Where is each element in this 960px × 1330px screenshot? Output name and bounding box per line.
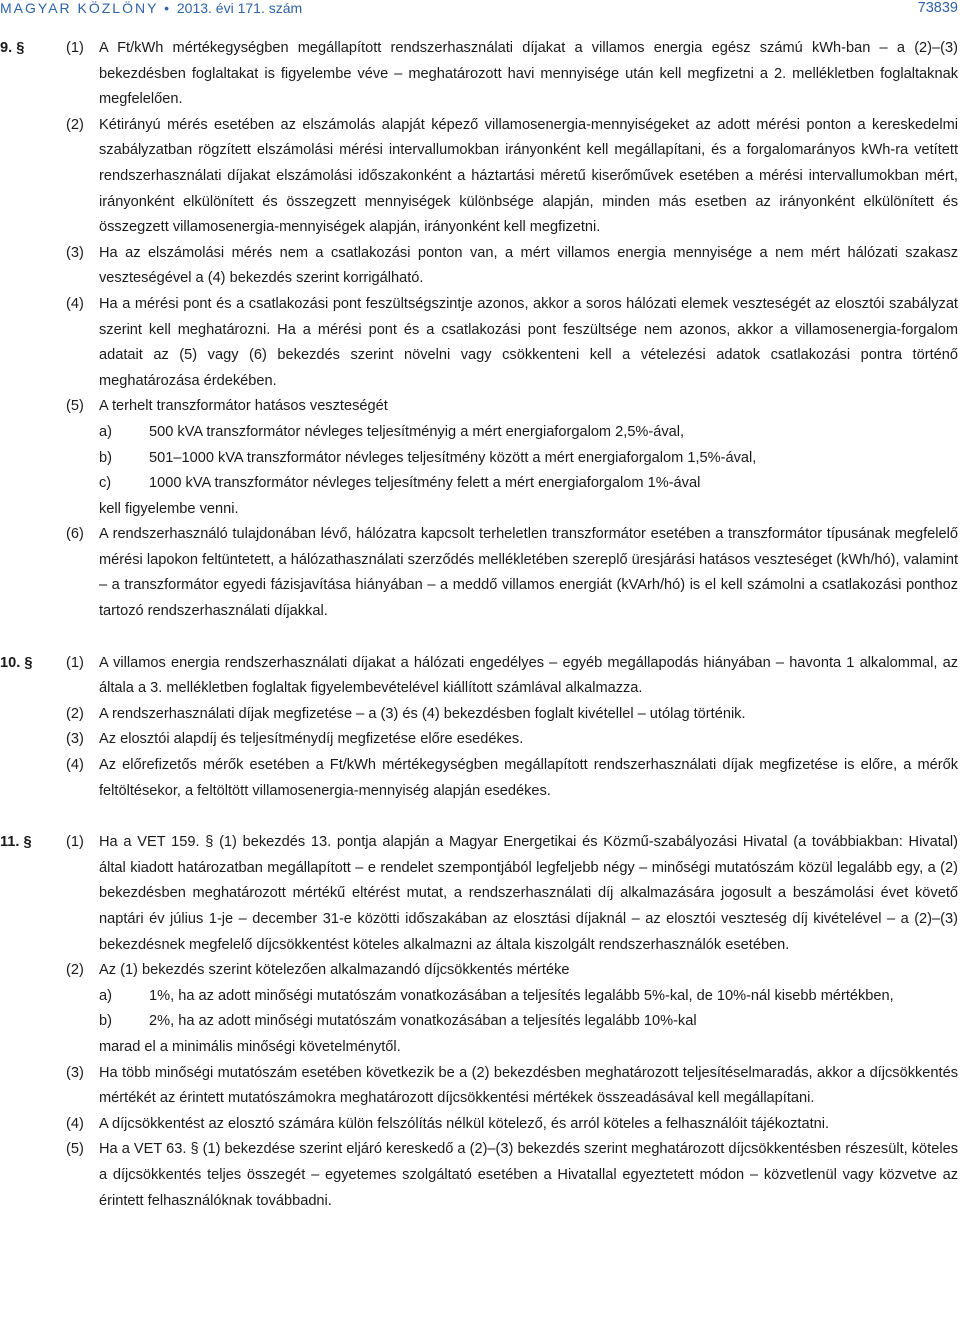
paragraph-number: (4) <box>66 757 84 774</box>
list-item-text: 501–1000 kVA transzformátor névleges teljesítmény között a mért energiaforgalom 1,5%-ával, <box>149 449 757 466</box>
paragraph-text: Ha több minőségi mutatószám esetében következik be a (2) bekezdésben meghatározott teljesítéselmaradás, akkor a díjcsökkentés mértékét az érintett mutatószámokra meghatározott díjcsökkentési mértékek összeadásával kell megállapítani. <box>99 1064 958 1107</box>
page-header <box>0 0 960 22</box>
paragraph <box>66 702 958 728</box>
paragraph <box>66 36 958 113</box>
paragraph-text: Az (1) bekezdés szerint kötelezően alkalmazandó díjcsökkentés mértéke <box>99 962 570 979</box>
paragraph-number: (4) <box>66 295 84 312</box>
paragraph-number: (3) <box>66 731 84 748</box>
issue-label: 2013. évi 171. szám <box>176 0 303 16</box>
paragraph-text: Ha az elszámolási mérés nem a csatlakozási ponton van, a mért villamos energia mennyisége a nem mért hálózati szakasz veszteségével a (4) bekezdés szerint korrigálható. <box>99 244 958 287</box>
paragraph <box>66 958 958 1060</box>
list-item-label: b) <box>99 1013 112 1030</box>
section <box>0 830 958 1214</box>
paragraph-number: (3) <box>66 1064 84 1081</box>
list-item <box>99 446 958 472</box>
paragraph-tail: kell figyelembe venni. <box>99 500 239 517</box>
list-item <box>99 420 958 446</box>
paragraph <box>66 292 958 394</box>
journal-title: MAGYAR KÖZLÖNY <box>0 0 159 16</box>
section <box>0 36 958 625</box>
paragraph-text: A díjcsökkentést az elosztó számára külön felszólítás nélkül kötelező, és arról köteles a felhasználóit tájékoztatni. <box>99 1115 830 1132</box>
paragraph <box>66 1061 958 1112</box>
paragraph-number: (1) <box>66 834 84 851</box>
paragraph-number: (5) <box>66 398 84 415</box>
paragraph <box>66 830 958 958</box>
paragraph <box>66 1137 958 1214</box>
list-item-text: 1000 kVA transzformátor névleges teljesítmény felett a mért energiaforgalom 1%-ával <box>149 475 701 492</box>
paragraph <box>66 394 958 522</box>
paragraph-text: Ha a VET 63. § (1) bekezdése szerint eljáró kereskedő a (2)–(3) bekezdés szerint meghatározott díjcsökkentésben részesült, köteles a díjcsökkentés teljes összegét – egyetemes szolgáltató esetében a Hivatallal egyeztetett módon – közvetlenül vagy közvetve az érintett felhasználóknak továbbadni. <box>99 1141 958 1209</box>
paragraph-number: (1) <box>66 40 84 56</box>
paragraph <box>66 113 958 241</box>
paragraph <box>66 651 958 702</box>
section-number: 9. § <box>0 40 25 56</box>
paragraph-text: A Ft/kWh mértékegységben megállapított rendszerhasználati díjakat a villamos energia egész számú kWh-ban – a (2)–(3) bekezdésben foglaltakat is figyelembe véve – meghatározott havi mennyisége után kell megfizetni a 2. mellékletben foglaltaknak megfelelően. <box>99 40 958 108</box>
paragraph-number: (5) <box>66 1141 84 1158</box>
paragraph-text: Ha a VET 159. § (1) bekezdés 13. pontja alapján a Magyar Energetikai és Közmű-szabályozási Hivatal (a továbbiakban: Hivatal) által kiadott határozatban megállapított – e rendelet szempontjából legfeljebb négy – minőségi mutatószám közül legalább egy, a (2) bekezdésben meghatározott mértékű eltérést mutat, a rendszerhasználati díj alkalmazására jogosult a beszámolási évet követő naptári év július 1-je – december 31-e közötti időszakában az elosztási díjaknál – az elosztói veszteség díj kivételével – a (2)–(3) bekezdésnek megfelelő díjcsökkentést köteles alkalmazni az általa kiszolgált rendszerhasználók esetében. <box>99 834 958 953</box>
paragraph-text: A terhelt transzformátor hatásos veszteségét <box>99 398 388 415</box>
list-item-text: 500 kVA transzformátor névleges teljesítményig a mért energiaforgalom 2,5%-ával, <box>149 423 685 440</box>
paragraph-number: (3) <box>66 244 84 261</box>
section-number: 10. § <box>0 654 33 671</box>
paragraph-tail: marad el a minimális minőségi követelménytől. <box>99 1038 401 1055</box>
paragraph-number: (4) <box>66 1115 84 1132</box>
header-bullet: • <box>164 0 171 16</box>
list-item <box>99 1009 958 1035</box>
paragraph-number: (2) <box>66 962 84 979</box>
list-item-label: c) <box>99 475 112 492</box>
list-item-label: a) <box>99 987 112 1004</box>
paragraph-text: Az elosztói alapdíj és teljesítménydíj megfizetése előre esedékes. <box>99 731 524 748</box>
paragraph-text: Ha a mérési pont és a csatlakozási pont feszültségszintje azonos, akkor a soros hálózati elemek veszteségét az elosztói szabályzat szerint kell meghatározni. Ha a mérési pont és a csatlakozási pont feszültsége nem azonos, akkor a villamosenergia-forgalom adatait az (5) vagy (6) bekezdés szerint növelni vagy csökkenteni kell a vételezési adatok csatlakozási pontra történő meghatározása érdekében. <box>99 295 958 389</box>
list-item <box>99 471 958 497</box>
paragraph-number: (2) <box>66 705 84 722</box>
section-number: 11. § <box>0 834 32 851</box>
page-number: 73839 <box>917 0 958 16</box>
paragraph <box>66 241 958 292</box>
list-item <box>99 984 958 1010</box>
paragraph <box>66 753 958 804</box>
paragraph-text: Az előrefizetős mérők esetében a Ft/kWh mértékegységben megállapított rendszerhasználati díjak megfizetése is előre, a mérők feltöltésekor, a feltöltött villamosenergia-mennyiség alapján esedékes. <box>99 757 958 799</box>
list-item-label: b) <box>99 449 112 466</box>
list-item-text: 2%, ha az adott minőségi mutatószám vonatkozásában a teljesítés legalább 10%-kal <box>149 1013 697 1030</box>
paragraph-text: A villamos energia rendszerhasználati díjakat a hálózati engedélyes – egyéb megállapodás hiányában – havonta 1 alkalommal, az általa a 3. mellékletben foglaltak figyelembevételével kiállított számlával alkalmazza. <box>99 654 958 697</box>
paragraph <box>66 727 958 753</box>
list-item-label: a) <box>99 423 112 440</box>
journal-header <box>0 0 302 16</box>
paragraph-number: (6) <box>66 526 84 543</box>
paragraph-text: A rendszerhasználó tulajdonában lévő, hálózatra kapcsolt terheletlen transzformátor esetében a transzformátor típusának megfelelő mérési lapokon feltüntetett, a hálózathasználati szerződés mellékletében szereplő üresjárási hatásos veszteséget (kWh/hó), valamint – a transzformátor egyedi fázisjavítása hiányában – a meddő villamos energiát (kVArh/hó) is el kell számolni a csatlakozási ponthoz tartozó rendszerhasználati díjakkal. <box>99 526 958 620</box>
paragraph-text: Kétirányú mérés esetében az elszámolás alapját képező villamosenergia-mennyiségeket az adott mérési ponton a kereskedelmi szabályzatban rögzített elszámolási mérési intervallumokban irányonként kell megállapítani, és a forgalomarányos kWh-ra vetített rendszerhasználati díjakat elszámolási időszakonként a háztartási méretű kiserőművek esetében a mérési intervallumokban mért, irányonként elkülönített és összegzett mennyiségek különbsége alapján, minden más esetben az irányonként elkülönített és összegzett villamosenergia-mennyiségek alapján, irányonként kell megfizetni. <box>99 116 958 236</box>
paragraph <box>66 522 958 624</box>
section <box>0 651 958 805</box>
paragraph-number: (2) <box>66 116 84 133</box>
list-item-text: 1%, ha az adott minőségi mutatószám vonatkozásában a teljesítés legalább 5%-kal, de 10%-nál kisebb mértékben, <box>149 987 894 1004</box>
paragraph-number: (1) <box>66 654 84 671</box>
paragraph-text: A rendszerhasználati díjak megfizetése – a (3) és (4) bekezdésben foglalt kivétellel – utólag történik. <box>99 705 746 722</box>
paragraph <box>66 1112 958 1138</box>
document-body <box>0 36 958 1214</box>
